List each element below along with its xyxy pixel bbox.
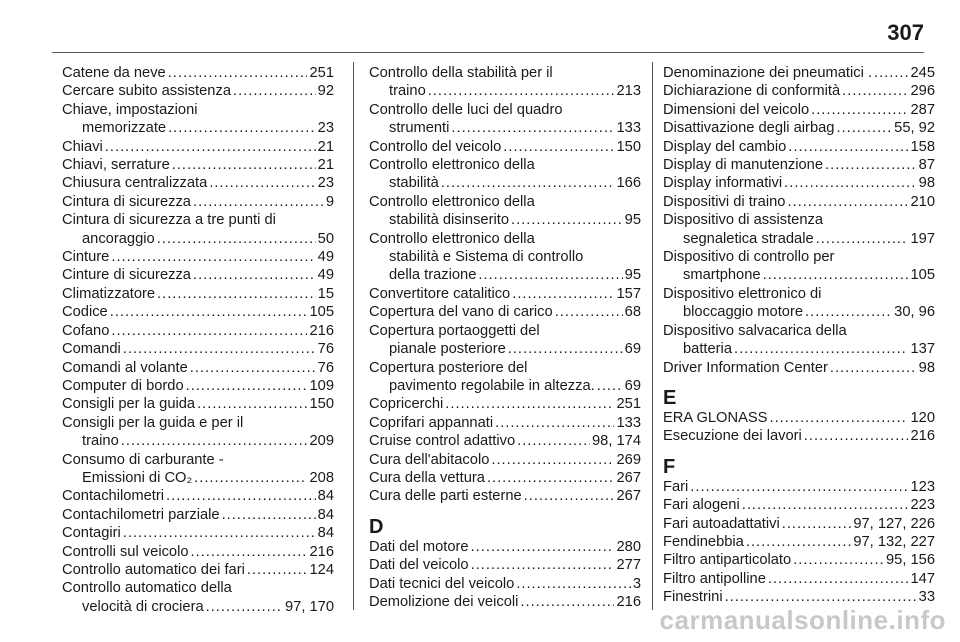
index-entry-text: Controllo automatico dei fari [62, 561, 245, 578]
dot-leader [166, 487, 316, 505]
index-entry-text: Controllo automatico della [62, 580, 232, 597]
index-entry-text: ancoraggio [82, 230, 155, 247]
index-entry-text: Cercare subito assistenza [62, 83, 231, 100]
index-entry-text: Cura della vettura [369, 469, 485, 486]
index-entry [663, 64, 935, 82]
dot-leader [516, 575, 631, 593]
index-entry-text: Codice [62, 304, 108, 321]
dot-leader [197, 395, 307, 413]
index-entry-text: Controlli sul veicolo [62, 543, 189, 560]
index-entry-text: ERA GLONASS [663, 409, 768, 426]
index-page-ref[interactable]: 150 [309, 396, 334, 413]
index-entry-text: Cinture [62, 249, 110, 266]
dot-leader [517, 432, 590, 450]
column-divider [353, 62, 354, 610]
dot-leader [769, 409, 908, 427]
index-page-ref[interactable]: 98, 174 [591, 433, 641, 450]
index-entry-text: Dati del motore [369, 538, 469, 555]
dot-leader [742, 496, 909, 514]
dot-leader [782, 515, 852, 533]
index-page-ref[interactable]: 209 [309, 433, 334, 450]
index-page-ref[interactable]: 23 [317, 120, 334, 137]
index-page-ref[interactable]: 3 [632, 575, 641, 592]
dot-leader [830, 359, 917, 377]
index-entry [663, 478, 935, 496]
index-page-ref[interactable]: 296 [910, 83, 935, 100]
index-entry-text: Display informativi [663, 175, 783, 192]
index-entry [62, 156, 334, 174]
index-page-ref[interactable]: 158 [910, 138, 935, 155]
index-page-ref[interactable]: 137 [910, 341, 935, 358]
index-entry-text: traino [82, 433, 119, 450]
index-entry-text: pianale posteriore [389, 341, 506, 358]
dot-leader [725, 588, 917, 606]
index-entry [62, 579, 334, 616]
index-entry-text: stabilità disinserito [389, 212, 510, 229]
index-entry-text: segnaletica stradale [683, 230, 814, 247]
index-entry [62, 138, 334, 156]
index-entry-text: Display di manutenzione [663, 157, 824, 174]
index-page-ref[interactable]: 208 [309, 469, 334, 486]
dot-leader [495, 414, 614, 432]
index-entry [663, 248, 935, 285]
index-page-ref[interactable]: 109 [309, 377, 334, 394]
index-entry-text: Dati tecnici del veicolo [369, 575, 515, 592]
index-entry-text: della trazione [389, 267, 477, 284]
dot-leader [805, 303, 892, 321]
index-entry-text: Denominazione dei pneumatici . [663, 65, 873, 81]
dot-leader [194, 469, 307, 487]
index-letter-heading: E [663, 386, 677, 409]
index-entry [369, 451, 641, 469]
index-page-ref[interactable]: 210 [910, 193, 935, 210]
index-page-ref[interactable]: 150 [616, 138, 641, 155]
dot-leader [445, 395, 614, 413]
index-page-ref[interactable]: 123 [910, 478, 935, 495]
index-entry [369, 285, 641, 303]
dot-leader [209, 174, 315, 192]
dot-leader [191, 543, 308, 561]
dot-leader [428, 82, 615, 100]
index-entry [663, 409, 935, 427]
dot-leader [836, 119, 892, 137]
index-entry [663, 156, 935, 174]
dot-leader [157, 285, 316, 303]
index-entry-text: memorizzate [82, 120, 167, 137]
dot-leader [768, 570, 909, 588]
index-page-ref[interactable]: 21 [317, 138, 334, 155]
index-page-ref[interactable]: 9 [325, 193, 334, 210]
index-page-ref[interactable]: 105 [309, 304, 334, 321]
index-page-ref[interactable]: 251 [309, 65, 334, 81]
index-column-3 [663, 64, 935, 607]
dot-leader [511, 211, 623, 229]
index-entry-text: Finestrini [663, 589, 723, 606]
index-page-ref[interactable]: 76 [317, 341, 334, 358]
index-entry-text: Display del cambio [663, 138, 787, 155]
index-entry [369, 538, 641, 556]
dot-leader [825, 156, 917, 174]
dot-leader [690, 478, 908, 496]
index-page-ref[interactable]: 251 [616, 396, 641, 413]
dot-leader [186, 377, 308, 395]
index-entry-text: Emissioni di CO₂ [82, 469, 193, 486]
dot-leader [763, 266, 909, 284]
index-entry-text: Comandi [62, 341, 121, 358]
index-entry [663, 359, 935, 377]
watermark: carmanualsonline.info [659, 605, 946, 635]
index-page-ref[interactable]: 84 [317, 488, 334, 505]
index-page-ref[interactable]: 216 [309, 543, 334, 560]
index-entry [369, 230, 641, 285]
dot-leader [555, 303, 623, 321]
index-entry [663, 551, 935, 569]
index-entry [369, 395, 641, 413]
index-entry [663, 174, 935, 192]
dot-leader [193, 193, 324, 211]
index-entry-text: Controllo del veicolo [369, 138, 502, 155]
index-page-ref[interactable]: 84 [317, 506, 334, 523]
index-entry [663, 138, 935, 156]
dot-leader [787, 193, 908, 211]
index-entry [369, 138, 641, 156]
index-entry-text: Disattivazione degli airbag [663, 120, 835, 137]
index-entry [369, 156, 641, 193]
dot-leader [811, 101, 908, 119]
index-entry [62, 82, 334, 100]
index-entry [62, 211, 334, 248]
index-entry-text: Dispositivo elettronico di [663, 285, 822, 302]
index-entry [663, 515, 935, 533]
index-page-ref[interactable]: 105 [910, 267, 935, 284]
index-entry [663, 496, 935, 514]
index-entry-text: Cura dell'abitacolo [369, 451, 490, 468]
index-page-ref[interactable]: 197 [910, 230, 935, 247]
index-entry-text: stabilità e Sistema di controllo [389, 249, 584, 266]
index-entry-text: Consumo di carburante - [62, 451, 224, 468]
index-entry-text: Cintura di sicurezza a tre punti di [62, 212, 276, 229]
dot-leader [222, 506, 316, 524]
index-entry-text: Comandi al volante [62, 359, 188, 376]
index-entry [62, 451, 334, 488]
index-entry-text: Computer di bordo [62, 377, 184, 394]
index-page-ref[interactable]: 97, 132, 227 [853, 533, 935, 550]
index-entry [369, 593, 641, 611]
index-page-ref[interactable]: 98 [918, 175, 935, 192]
dot-leader [121, 432, 308, 450]
index-page-ref[interactable]: 124 [309, 561, 334, 578]
index-entry [62, 193, 334, 211]
dot-leader [233, 82, 316, 100]
page-number: 307 [887, 20, 924, 45]
index-entry [663, 211, 935, 248]
index-page-ref[interactable]: 216 [309, 322, 334, 339]
dot-leader [784, 174, 916, 192]
index-entry [663, 82, 935, 100]
index-page-ref[interactable]: 147 [910, 570, 935, 587]
index-entry-text: Copertura posteriore del [369, 359, 528, 376]
dot-leader [508, 340, 623, 358]
dot-leader [105, 138, 316, 156]
dot-leader [487, 469, 615, 487]
dot-leader [451, 119, 614, 137]
dot-leader [788, 138, 908, 156]
index-entry [62, 561, 334, 579]
index-entry [62, 414, 334, 451]
index-page-ref[interactable]: 133 [616, 120, 641, 137]
dot-leader [206, 598, 283, 616]
index-page-ref[interactable]: 68 [624, 304, 641, 321]
index-page-ref[interactable]: 223 [910, 497, 935, 514]
index-column-2 [369, 64, 641, 611]
index-page-ref[interactable]: 216 [616, 593, 641, 610]
index-entry [62, 395, 334, 413]
index-page-ref[interactable]: 213 [616, 83, 641, 100]
index-entry [663, 101, 935, 119]
index-entry-text: Dimensioni del veicolo [663, 101, 810, 118]
index-page-ref[interactable]: 216 [910, 428, 935, 445]
index-entry [62, 359, 334, 377]
index-entry-text: Fari [663, 478, 689, 495]
index-entry-text: Controllo delle luci del quadro [369, 101, 563, 118]
dot-leader [746, 533, 851, 551]
index-entry [62, 340, 334, 358]
index-entry-text: Copertura del vano di carico [369, 304, 553, 321]
index-entry [62, 64, 334, 82]
index-entry-text: traino [389, 83, 426, 100]
index-entry-text: Filtro antiparticolato [663, 552, 792, 569]
index-entry [663, 285, 935, 322]
dot-leader [111, 322, 307, 340]
dot-leader [172, 156, 316, 174]
index-entry [663, 322, 935, 359]
index-page-ref[interactable]: 166 [616, 175, 641, 192]
index-page-ref[interactable]: 92 [317, 83, 334, 100]
dot-leader [441, 174, 615, 192]
index-entry-text: Consigli per la guida [62, 396, 196, 413]
index-entry [62, 543, 334, 561]
index-entry-text: Chiavi [62, 138, 103, 155]
index-letter-heading: D [369, 515, 384, 538]
column-divider [652, 62, 653, 610]
index-entry-text: Controllo della stabilità per il [369, 65, 553, 81]
dot-leader [816, 230, 909, 248]
dot-leader [520, 593, 614, 611]
index-entry-text: Coprifari appannati [369, 414, 494, 431]
index-entry-text: pavimento regolabile in altezza. [389, 377, 595, 394]
index-page-ref[interactable]: 49 [317, 249, 334, 266]
index-entry-text: Cintura di sicurezza [62, 193, 191, 210]
index-entry-text: Consigli per la guida e per il [62, 414, 244, 431]
index-entry-text: Dispositivo salvacarica della [663, 322, 847, 339]
index-entry-text: Catene da neve [62, 65, 166, 81]
index-entry [62, 322, 334, 340]
dot-leader [190, 359, 316, 377]
index-page-ref[interactable]: 98 [918, 359, 935, 376]
index-page-ref[interactable]: 277 [616, 557, 641, 574]
index-entry [369, 414, 641, 432]
index-entry-text: Filtro antipolline [663, 570, 766, 587]
index-page-ref[interactable]: 95, 156 [885, 552, 935, 569]
index-entry-text: Contagiri [62, 525, 121, 542]
index-entry [369, 556, 641, 574]
index-entry [369, 359, 641, 396]
dot-leader [193, 266, 316, 284]
index-entry-text: stabilità [389, 175, 439, 192]
dot-leader [503, 138, 614, 156]
dot-leader [168, 119, 316, 137]
index-entry-text: Cruise control adattivo [369, 433, 516, 450]
dot-leader [478, 266, 622, 284]
index-entry [369, 101, 641, 138]
index-entry-text: Dichiarazione di conformità [663, 83, 841, 100]
index-page-ref[interactable]: 50 [317, 230, 334, 247]
index-entry-text: Controllo elettronico della [369, 193, 535, 210]
index-entry-text: smartphone [683, 267, 761, 284]
index-entry [62, 285, 334, 303]
index-page-ref[interactable]: 95 [624, 267, 641, 284]
index-entry [62, 487, 334, 505]
dot-leader [471, 538, 615, 556]
index-column-1 [62, 64, 334, 616]
index-entry-text: Chiavi, serrature [62, 157, 170, 174]
dot-leader [491, 451, 614, 469]
index-page-ref[interactable]: 97, 170 [284, 598, 334, 615]
index-entry-text: Copricerchi [369, 396, 444, 413]
index-entry-text: bloccaggio motore [683, 304, 804, 321]
index-entry [369, 432, 641, 450]
index-entry-text: Driver Information Center [663, 359, 828, 376]
index-entry [369, 193, 641, 230]
dot-leader [597, 377, 623, 395]
dot-leader [123, 340, 316, 358]
index-page-ref[interactable]: 95 [624, 212, 641, 229]
index-page-ref[interactable]: 267 [616, 469, 641, 486]
index-entry-text: velocità di crociera [82, 598, 204, 615]
index-page-ref[interactable]: 76 [317, 359, 334, 376]
dot-leader [874, 64, 908, 82]
index-entry [663, 193, 935, 211]
index-entry [62, 303, 334, 321]
index-page-ref[interactable]: 69 [624, 341, 641, 358]
index-entry [663, 427, 935, 445]
index-page-ref[interactable]: 21 [317, 157, 334, 174]
index-entry-text: Contachilometri parziale [62, 506, 220, 523]
dot-leader [111, 248, 315, 266]
index-entry [62, 524, 334, 542]
index-entry-text: Dispositivi di traino [663, 193, 786, 210]
index-entry [62, 377, 334, 395]
index-entry [62, 101, 334, 138]
index-entry [62, 248, 334, 266]
index-entry [62, 174, 334, 192]
dot-leader [123, 524, 316, 542]
index-page-ref[interactable]: 245 [910, 65, 935, 81]
index-entry-text: Dispositivo di assistenza [663, 212, 823, 229]
index-entry-text: Copertura portaoggetti del [369, 322, 540, 339]
dot-leader [512, 285, 614, 303]
index-entry [62, 506, 334, 524]
index-entry-text: Fendinebbia [663, 533, 744, 550]
index-entry-text: Climatizzatore [62, 285, 156, 302]
index-page-ref[interactable]: 84 [317, 525, 334, 542]
index-page-ref[interactable]: 267 [616, 488, 641, 505]
dot-leader [793, 551, 884, 569]
index-entry [663, 119, 935, 137]
index-page-ref[interactable]: 287 [910, 101, 935, 118]
dot-leader [110, 303, 308, 321]
dot-leader [157, 230, 316, 248]
dot-leader [247, 561, 308, 579]
index-entry-text: Cinture di sicurezza [62, 267, 191, 284]
index-entry-text: Controllo elettronico della [369, 230, 535, 247]
index-page-ref[interactable]: 49 [317, 267, 334, 284]
index-entry [369, 487, 641, 505]
index-entry [369, 303, 641, 321]
index-entry [62, 266, 334, 284]
dot-leader [168, 64, 308, 82]
index-page-ref[interactable]: 133 [616, 414, 641, 431]
index-entry-text: Convertitore catalitico [369, 285, 511, 302]
index-entry-text: Dati del veicolo [369, 557, 469, 574]
index-page-ref[interactable]: 87 [918, 157, 935, 174]
dot-leader [842, 82, 908, 100]
index-letter-heading: F [663, 455, 676, 478]
index-entry [369, 322, 641, 359]
index-entry-text: Esecuzione dei lavori [663, 428, 802, 445]
index-page-ref[interactable]: 33 [918, 589, 935, 606]
index-page-ref[interactable]: 97, 127, 226 [853, 515, 935, 532]
index-page-ref[interactable]: 280 [616, 538, 641, 555]
index-entry-text: Cofano [62, 322, 110, 339]
header-rule [52, 52, 924, 53]
dot-leader [804, 427, 909, 445]
index-entry-text: Demolizione dei veicoli [369, 593, 519, 610]
index-page-ref[interactable]: 55, 92 [894, 120, 935, 137]
index-entry-text: batteria [683, 341, 732, 358]
index-page-ref[interactable]: 30, 96 [894, 304, 935, 321]
index-page-ref[interactable]: 69 [624, 377, 641, 394]
index-entry-text: Fari alogeni [663, 497, 740, 514]
index-entry-text: Contachilometri [62, 488, 165, 505]
index-page-ref[interactable]: 15 [317, 285, 334, 302]
index-entry [369, 469, 641, 487]
index-entry-text: Chiusura centralizzata [62, 175, 208, 192]
index-entry-text: Chiave, impostazioni [62, 101, 198, 118]
index-entry-text: Fari autoadattativi [663, 515, 780, 532]
index-entry-text: Cura delle parti esterne [369, 488, 522, 505]
dot-leader [524, 487, 615, 505]
index-entry-text: strumenti [389, 120, 450, 137]
index-entry-text: Controllo elettronico della [369, 157, 535, 174]
index-entry [369, 64, 641, 101]
dot-leader [471, 556, 615, 574]
index-entry [663, 570, 935, 588]
index-entry-text: Dispositivo di controllo per [663, 249, 835, 266]
index-entry [663, 533, 935, 551]
index-entry [663, 588, 935, 606]
dot-leader [734, 340, 908, 358]
index-entry [369, 575, 641, 593]
index-page-ref[interactable]: 120 [910, 409, 935, 426]
index-page-ref[interactable]: 157 [616, 285, 641, 302]
index-page-ref[interactable]: 23 [317, 175, 334, 192]
index-page-ref[interactable]: 269 [616, 451, 641, 468]
